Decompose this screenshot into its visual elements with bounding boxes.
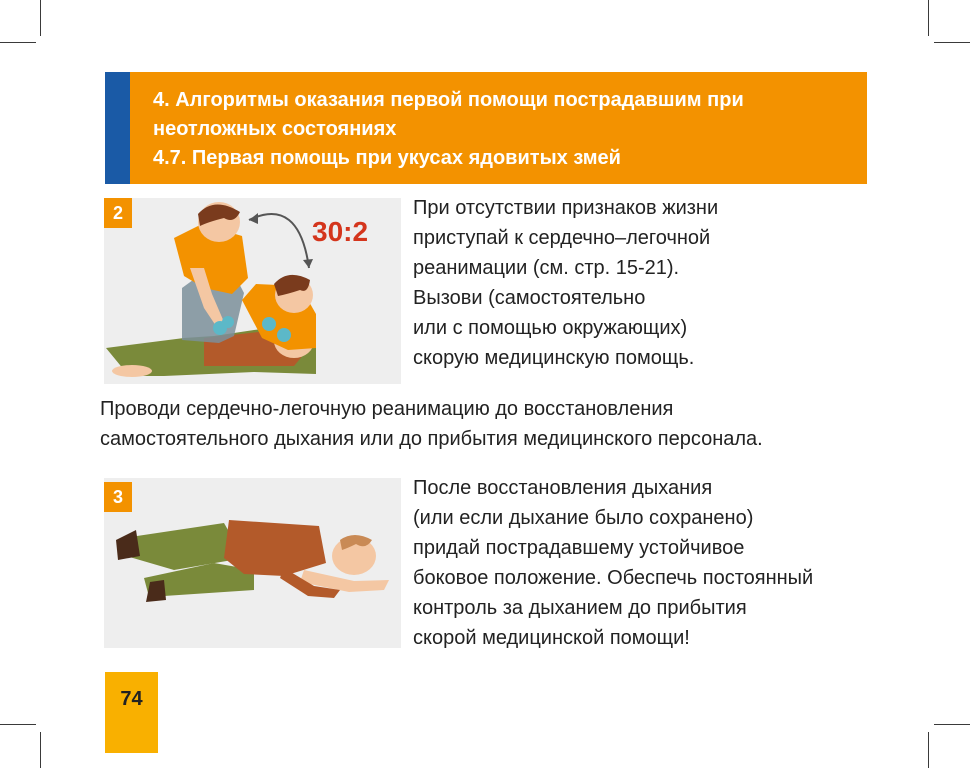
text-line: контроль за дыханием до прибытия bbox=[413, 597, 747, 619]
step-2-badge: 2 bbox=[104, 198, 132, 228]
text-line: или с помощью окружающих) bbox=[413, 317, 688, 339]
text-line: Проводи сердечно-легочную реанимацию до восстановления bbox=[100, 398, 674, 420]
cpr-ratio-label: 30:2 bbox=[312, 216, 369, 247]
text-line: скорую медицинскую помощь. bbox=[413, 347, 695, 369]
step-3-badge: 3 bbox=[104, 482, 132, 512]
header-title bbox=[153, 86, 853, 173]
text-line: самостоятельного дыхания или до прибытия медицинского персонала. bbox=[100, 428, 763, 450]
crop-mark bbox=[928, 0, 929, 36]
crop-mark bbox=[934, 42, 970, 43]
text-line: боковое положение. Обеспечь постоянный bbox=[413, 567, 814, 589]
text-line: придай пострадавшему устойчивое bbox=[413, 537, 745, 559]
step-3-text bbox=[413, 473, 813, 653]
text-line: Вызови (самостоятельно bbox=[413, 287, 646, 309]
header-line: 4. Алгоритмы оказания первой помощи пострадавшим при bbox=[153, 89, 744, 111]
cpr-instruction bbox=[100, 394, 763, 454]
crop-mark bbox=[928, 732, 929, 768]
text-line: (или если дыхание было сохранено) bbox=[413, 507, 754, 529]
section-header bbox=[105, 72, 867, 184]
text-line: скорой медицинской помощи! bbox=[413, 627, 690, 649]
crop-mark bbox=[934, 724, 970, 725]
header-line: неотложных состояниях bbox=[153, 118, 397, 140]
recovery-position-illustration bbox=[104, 478, 401, 648]
crop-mark bbox=[0, 724, 36, 725]
step-2-text bbox=[413, 193, 718, 373]
header-line: 4.7. Первая помощь при укусах ядовитых змей bbox=[153, 147, 621, 169]
text-line: приступай к сердечно–легочной bbox=[413, 227, 711, 249]
text-line: При отсутствии признаков жизни bbox=[413, 197, 719, 219]
crop-mark bbox=[40, 0, 41, 36]
crop-mark bbox=[0, 42, 36, 43]
page-number: 74 bbox=[105, 672, 158, 753]
cpr-illustration bbox=[104, 198, 401, 384]
crop-mark bbox=[40, 732, 41, 768]
header-stripe bbox=[105, 72, 130, 184]
recovery-drawing bbox=[104, 478, 401, 648]
text-line: После восстановления дыхания bbox=[413, 477, 713, 499]
text-line: реанимации (см. стр. 15-21). bbox=[413, 257, 680, 279]
